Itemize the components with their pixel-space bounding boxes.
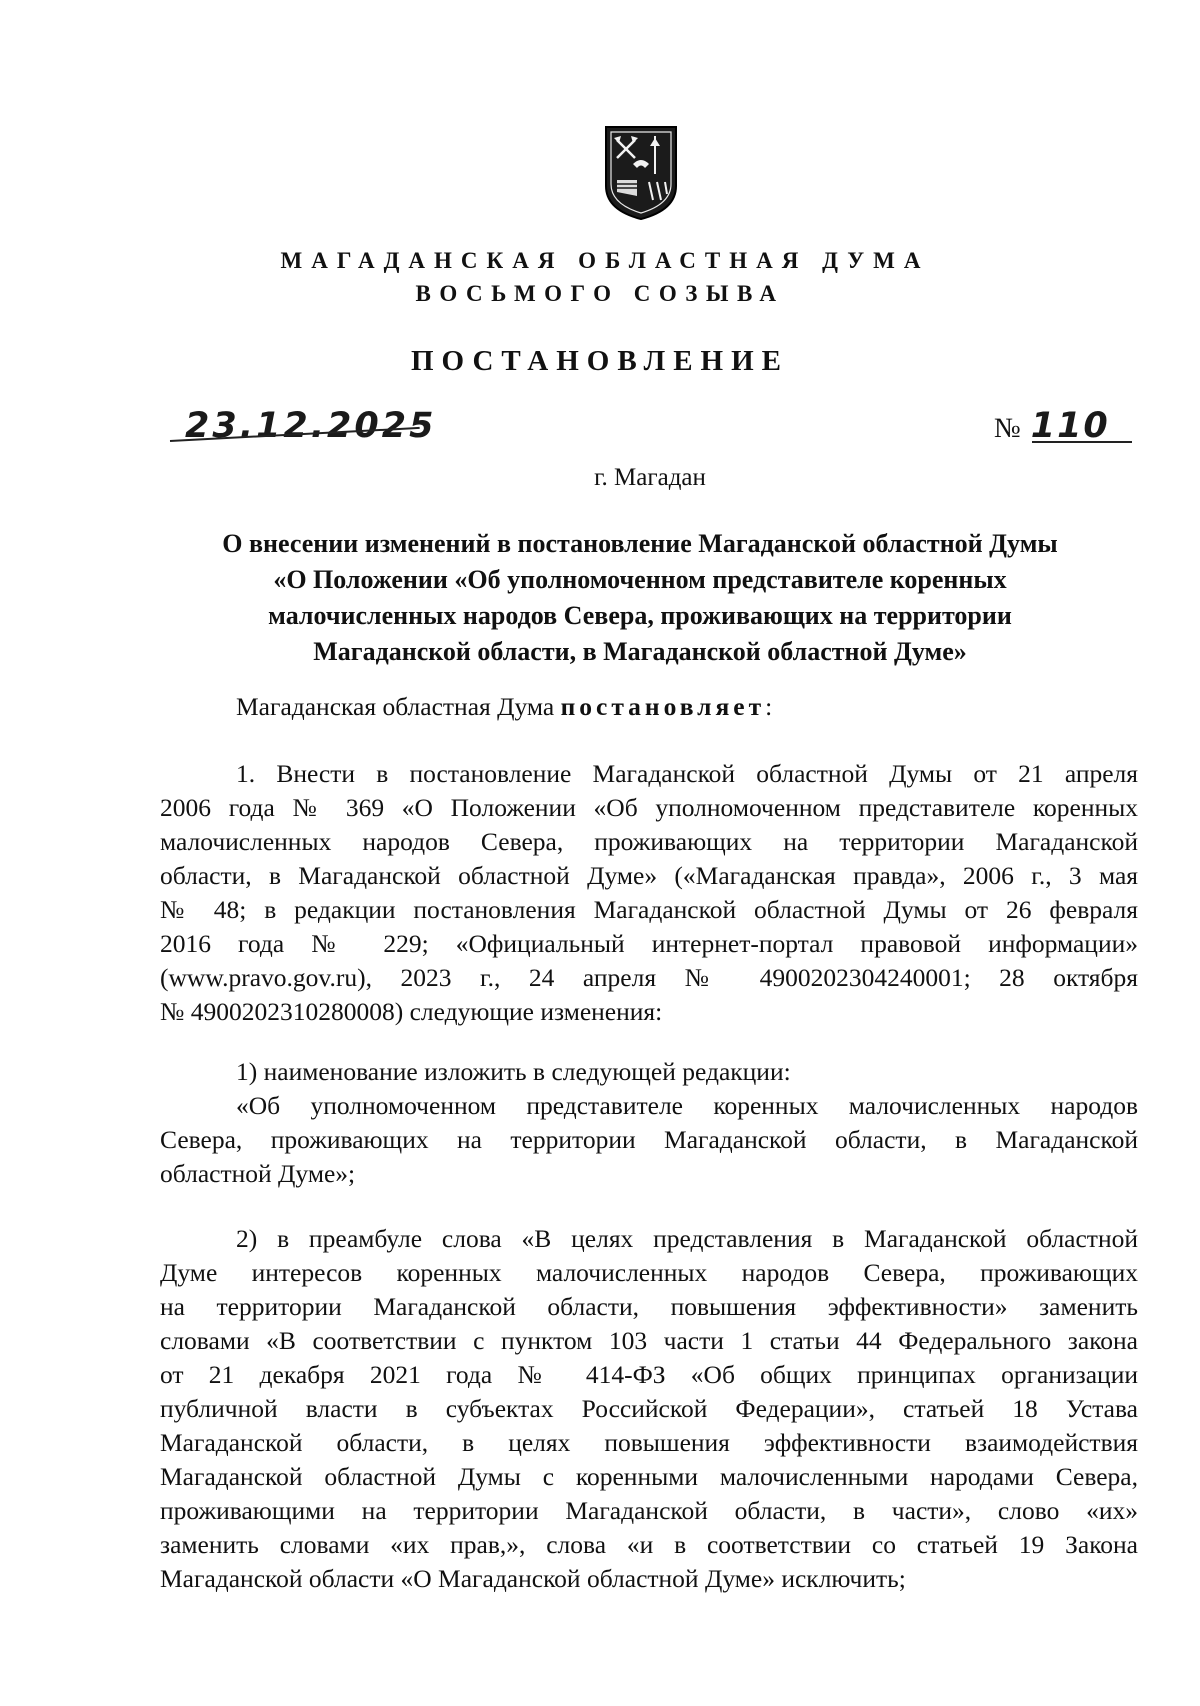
resolution-statement bbox=[236, 692, 772, 722]
paragraph-line: малочисленных народов Севера, проживающих на территории Магаданской bbox=[160, 827, 1138, 856]
document-date: 23.12.2025 bbox=[185, 406, 437, 446]
document-number-block bbox=[994, 406, 1110, 446]
title-line: О внесении изменений в постановление Магаданской областной Думы bbox=[222, 529, 1058, 558]
paragraph-line: словами «В соответствии с пунктом 103 части 1 статьи 44 Федерального закона bbox=[160, 1326, 1138, 1355]
paragraph-2 bbox=[160, 1055, 1138, 1191]
paragraph-line: на территории Магаданской области, повышения эффективности» заменить bbox=[160, 1292, 1138, 1321]
paragraph-1 bbox=[160, 757, 1138, 1029]
paragraph-line: проживающими на территории Магаданской области, в части», слово «их» bbox=[160, 1496, 1138, 1525]
paragraph-line: № 4900202310280008) следующие изменения: bbox=[160, 997, 663, 1026]
paragraph-line: от 21 декабря 2021 года № 414-ФЗ «Об общих принципах организации bbox=[160, 1360, 1138, 1389]
document-number: 110 bbox=[1030, 406, 1110, 446]
document-title bbox=[140, 526, 1140, 670]
title-line: малочисленных народов Севера, проживающих на территории bbox=[268, 601, 1012, 630]
paragraph-line: Думе интересов коренных малочисленных народов Севера, проживающих bbox=[160, 1258, 1138, 1287]
paragraph-line: заменить словами «их прав,», слова «и в соответствии со статьей 19 Закона bbox=[160, 1530, 1138, 1559]
paragraph-line: № 48; в редакции постановления Магаданской областной Думы от 26 февраля bbox=[160, 895, 1138, 924]
paragraph-line: 1. Внести в постановление Магаданской областной Думы от 21 апреля bbox=[236, 759, 1138, 788]
paragraph-3 bbox=[160, 1222, 1138, 1596]
title-line: «О Положении «Об уполномоченном представителе коренных bbox=[273, 565, 1007, 594]
paragraph-line: Магаданской области, в целях повышения эффективности взаимодействия bbox=[160, 1428, 1138, 1457]
paragraph-line: 2006 года № 369 «О Положении «Об уполномоченном представителе коренных bbox=[160, 793, 1138, 822]
paragraph-line: Севера, проживающих на территории Магаданской области, в Магаданской bbox=[160, 1125, 1138, 1154]
paragraph-line: Магаданской области «О Магаданской областной Думе» исключить; bbox=[160, 1564, 906, 1593]
paragraph-line: 2) в преамбуле слова «В целях представления в Магаданской областной bbox=[236, 1224, 1138, 1253]
document-type-title: ПОСТАНОВЛЕНИЕ bbox=[410, 345, 789, 377]
title-line: Магаданской области, в Магаданской областной Думе» bbox=[313, 637, 967, 666]
organization-name: МАГАДАНСКАЯ ОБЛАСТНАЯ ДУМА bbox=[280, 248, 930, 273]
convocation-name: ВОСЬМОГО СОЗЫВА bbox=[415, 281, 785, 306]
paragraph-line: «Об уполномоченном представителе коренных малочисленных народов bbox=[236, 1091, 1138, 1120]
paragraph-line: 2016 года № 229; «Официальный интернет-портал правовой информации» bbox=[160, 929, 1138, 958]
resolution-prefix: Магаданская областная Дума bbox=[236, 692, 561, 721]
paragraph-line: Магаданской областной Думы с коренными малочисленными народами Севера, bbox=[160, 1462, 1138, 1491]
paragraph-line: (www.pravo.gov.ru), 2023 г., 24 апреля № 4900202304240001; 28 октября bbox=[160, 963, 1138, 992]
resolution-suffix: : bbox=[765, 692, 773, 721]
magadan-region-coat-of-arms-icon bbox=[603, 124, 679, 222]
city-name: г. Магадан bbox=[594, 464, 706, 491]
paragraph-line: областной Думе»; bbox=[160, 1159, 356, 1188]
paragraph-line: области, в Магаданской областной Думе» («Магаданская правда», 2006 г., 3 мая bbox=[160, 861, 1138, 890]
resolution-verb: постановляет bbox=[560, 692, 766, 721]
paragraph-line: публичной власти в субъектах Российской Федерации», статьей 18 Устава bbox=[160, 1394, 1138, 1423]
number-underline bbox=[1032, 441, 1132, 443]
paragraph-line: 1) наименование изложить в следующей редакции: bbox=[236, 1057, 791, 1086]
number-sign: № bbox=[994, 413, 1021, 444]
